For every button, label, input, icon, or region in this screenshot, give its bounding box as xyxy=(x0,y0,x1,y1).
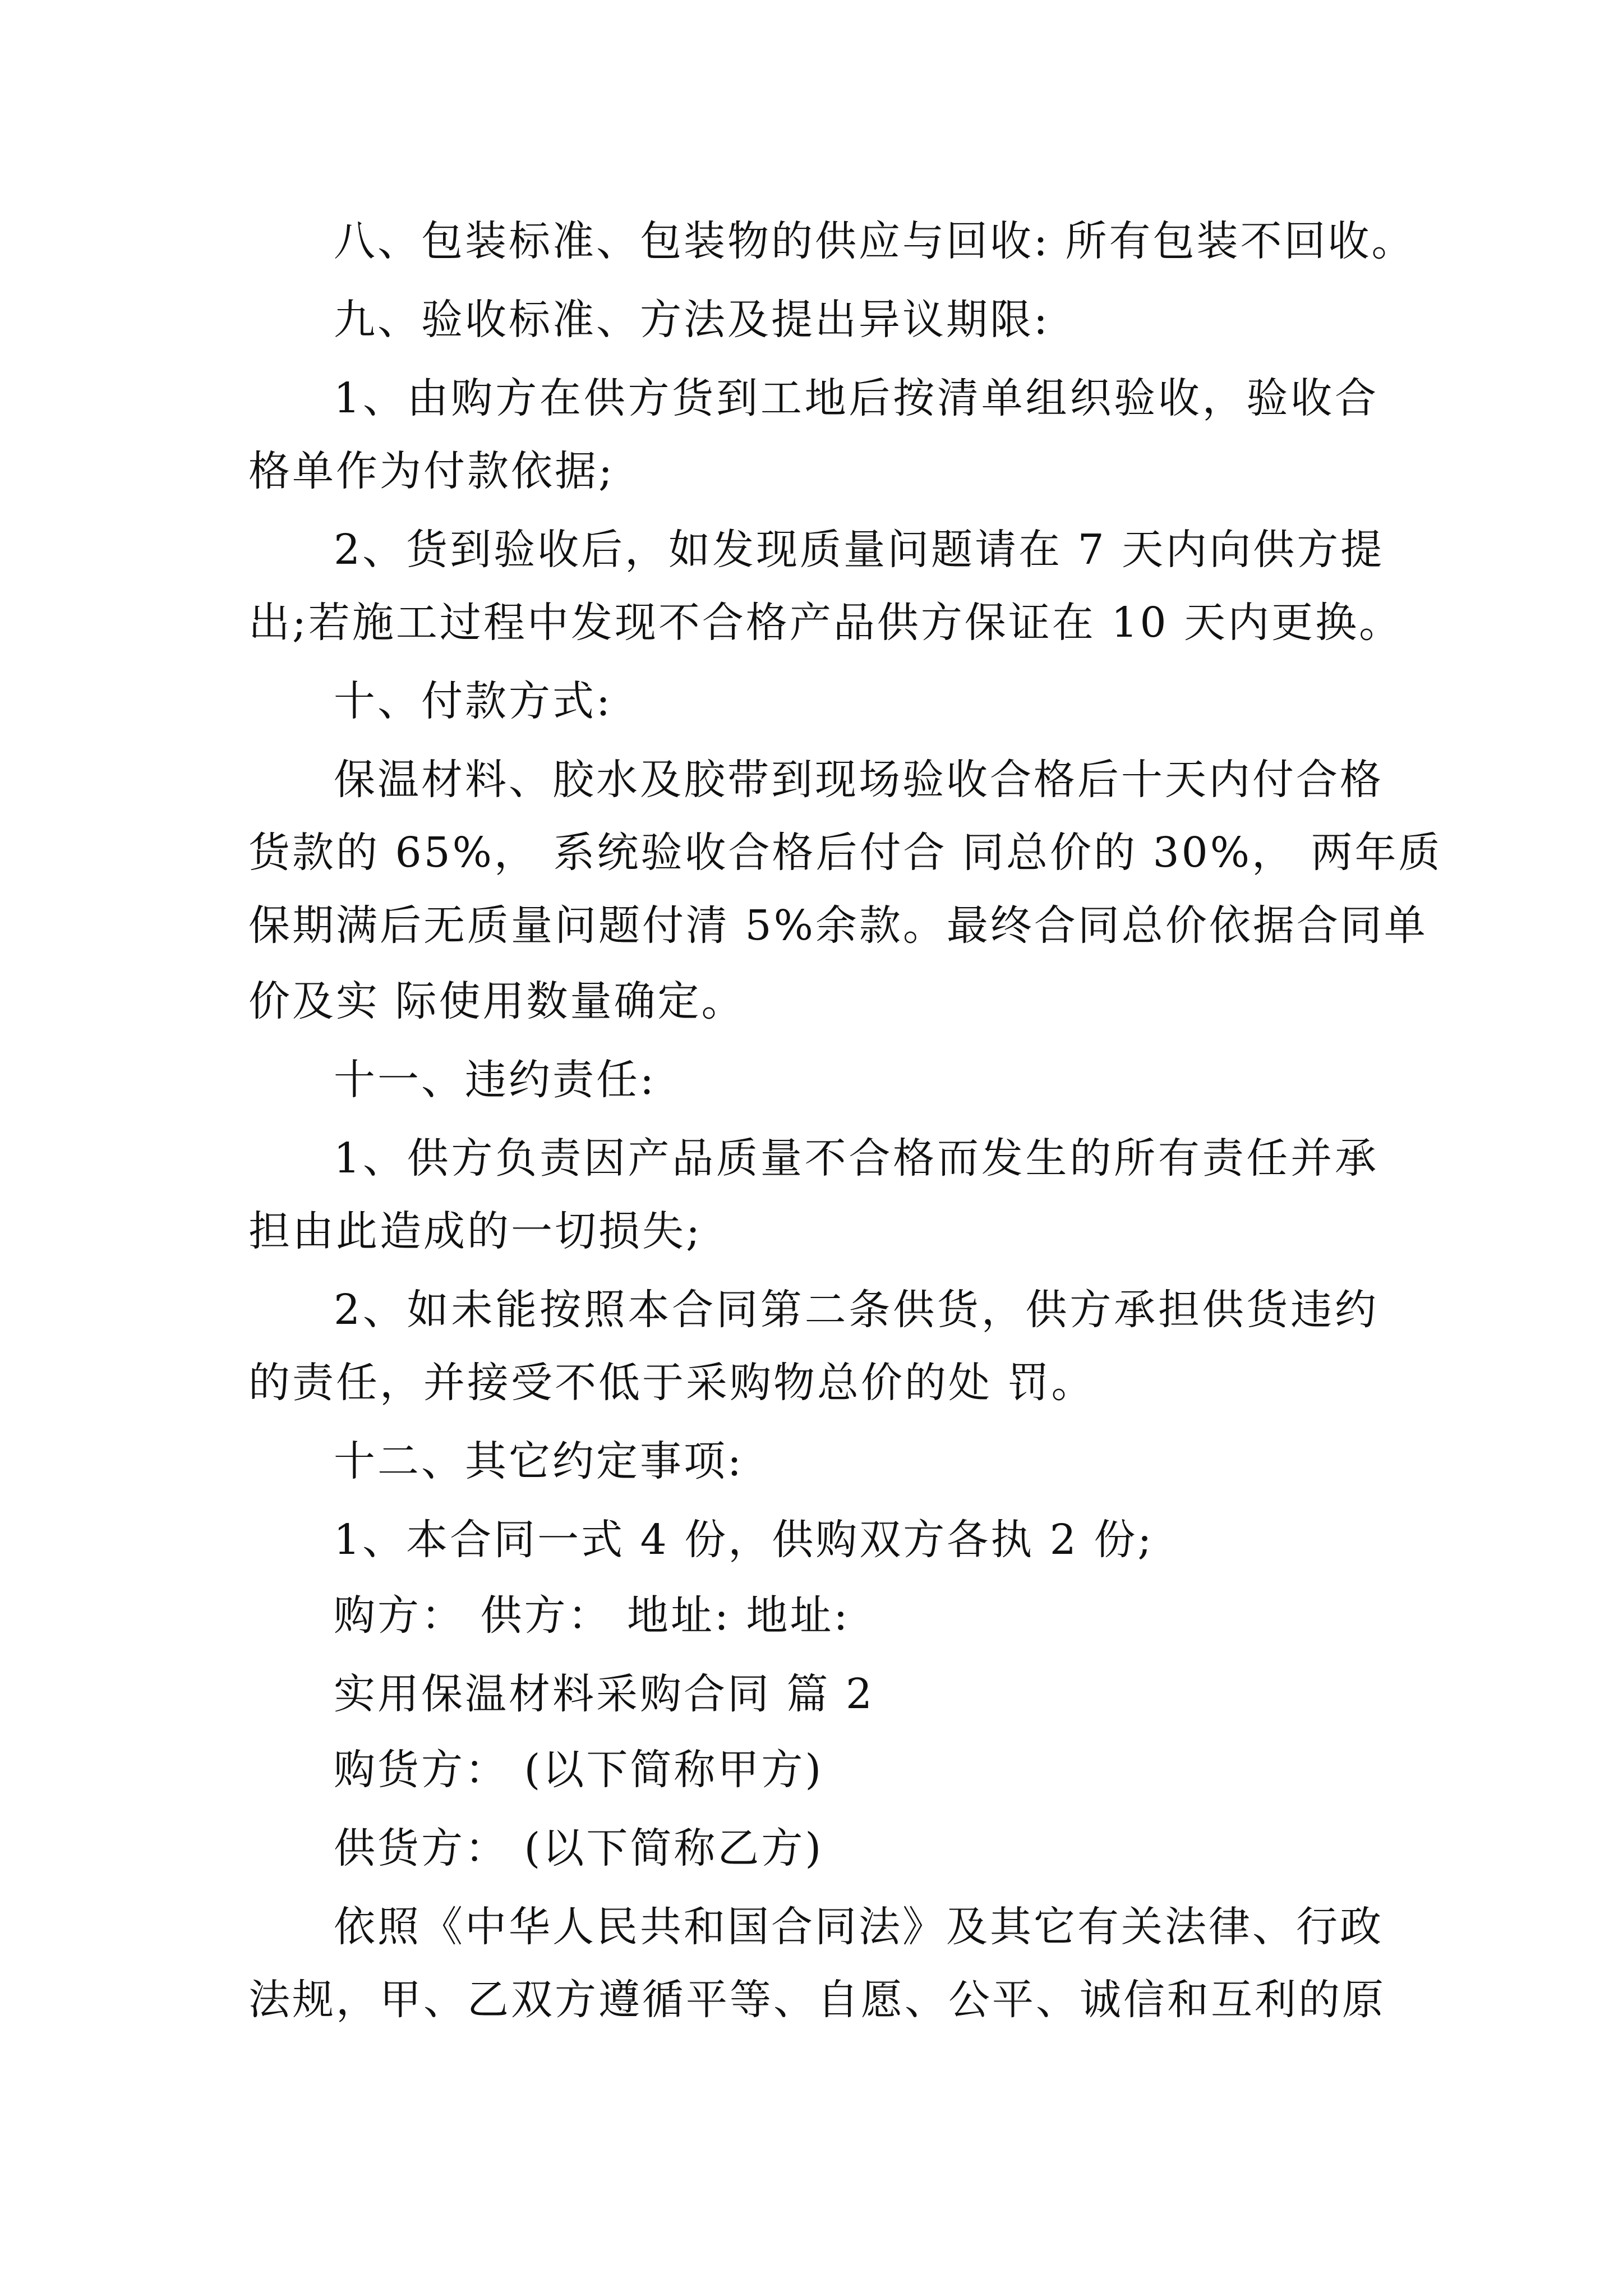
line-signatures: 购方： 供方： 地址: 地址: xyxy=(334,1591,850,1640)
line-acceptance-2a: 2、货到验收后，如发现质量问题请在 7 天内向供方提 xyxy=(334,526,1385,574)
line-supplier: 供货方： (以下简称乙方) xyxy=(334,1824,824,1872)
line-payment-a: 保温材料、胶水及胶带到现场验收合格后十天内付合格 xyxy=(334,756,1384,804)
line-acceptance-1a: 1、由购方在供方货到工地后按清单组织验收，验收合 xyxy=(334,374,1378,422)
line-basis-b: 法规，甲、乙双方遵循平等、自愿、公平、诚信和互利的原 xyxy=(248,1976,1386,2024)
line-packaging: 八、包装标准、包装物的供应与回收: 所有包装不回收。 xyxy=(334,217,1415,265)
line-acceptance-2b: 出;若施工过程中发现不合格产品供方保证在 10 天内更换。 xyxy=(248,599,1403,647)
line-acceptance-1b: 格单作为付款依据; xyxy=(248,447,615,495)
line-liability-1b: 担由此造成的一切损失; xyxy=(248,1207,702,1255)
line-liability-2b: 的责任，并接受不低于采购物总价的处 罚。 xyxy=(248,1359,1095,1407)
line-payment-heading: 十、付款方式: xyxy=(334,677,612,725)
line-liability-1a: 1、供方负责因产品质量不合格而发生的所有责任并承 xyxy=(334,1134,1378,1182)
line-payment-b: 货款的 65%， 系统验收合格后付合 同总价的 30%， 两年质 xyxy=(248,829,1442,877)
line-contract2-title: 实用保温材料采购合同 篇 2 xyxy=(334,1670,875,1718)
line-other-heading: 十二、其它约定事项: xyxy=(334,1437,744,1485)
line-acceptance-heading: 九、验收标准、方法及提出异议期限: xyxy=(334,296,1050,344)
line-payment-d: 价及实 际使用数量确定。 xyxy=(248,977,745,1025)
line-other-1: 1、本合同一式 4 份，供购双方各执 2 份; xyxy=(334,1516,1154,1564)
line-basis-a: 依照《中华人民共和国合同法》及其它有关法律、行政 xyxy=(334,1903,1384,1951)
line-buyer: 购货方： (以下简称甲方) xyxy=(334,1746,824,1794)
line-payment-c: 保期满后无质量问题付清 5%余款。最终合同总价依据合同单 xyxy=(248,901,1428,950)
line-liability-2a: 2、如未能按照本合同第二条供货，供方承担供货违约 xyxy=(334,1286,1378,1334)
line-liability-heading: 十一、违约责任: xyxy=(334,1056,656,1104)
